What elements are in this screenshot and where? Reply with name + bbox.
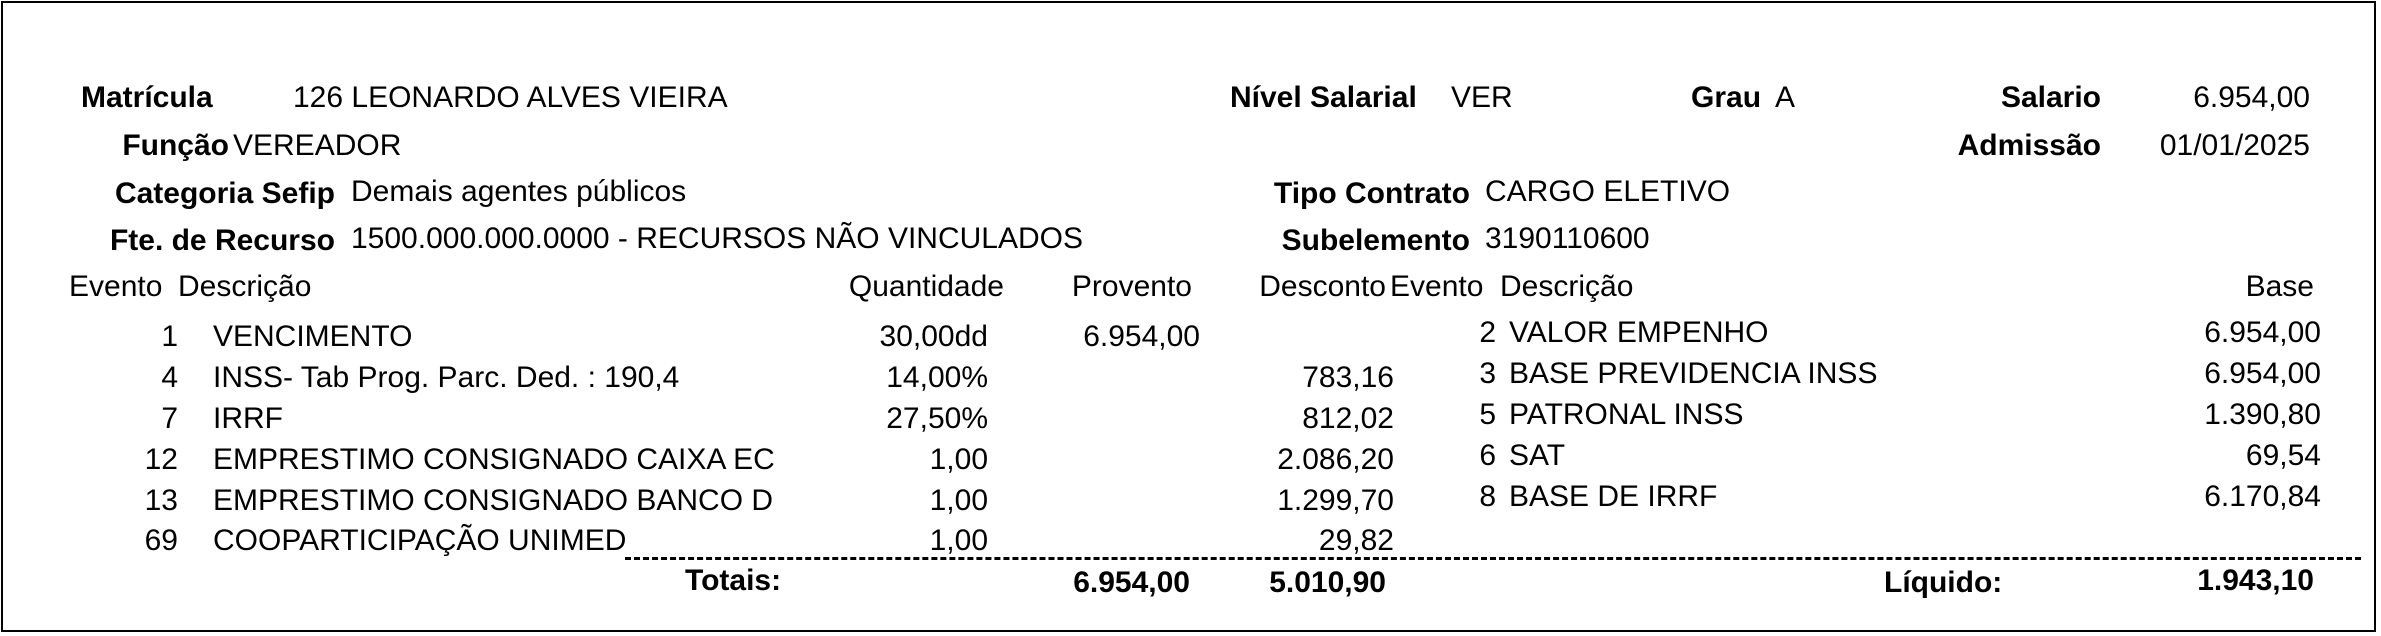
row-descricao: PATRONAL INSS	[1509, 398, 1744, 431]
salario-value: 6.954,00	[2193, 81, 2310, 114]
row-evento: 7	[161, 402, 178, 435]
fonte-recurso-value: 1500.000.000.0000 - RECURSOS NÃO VINCULADOS	[351, 222, 1083, 255]
row-descricao: IRRF	[213, 402, 283, 435]
row-quantidade: 14,00%	[886, 361, 988, 394]
row-descricao: EMPRESTIMO CONSIGNADO BANCO D	[213, 484, 774, 517]
row-quantidade: 1,00	[929, 484, 988, 517]
row-base: 6.954,00	[2204, 316, 2321, 349]
row-desconto: 29,82	[1318, 524, 1394, 557]
row-descricao: COOPARTICIPAÇÃO UNIMED	[213, 524, 627, 557]
admissao-value: 01/01/2025	[2159, 129, 2310, 162]
row-evento: 8	[1479, 480, 1496, 513]
funcao-label: Função	[122, 129, 229, 162]
row-descricao: BASE DE IRRF	[1509, 480, 1718, 513]
row-quantidade: 1,00	[929, 524, 988, 557]
row-quantidade: 27,50%	[886, 402, 988, 435]
payslip-frame	[1, 1, 2376, 632]
row-quantidade: 1,00	[929, 443, 988, 476]
row-desconto: 812,02	[1302, 402, 1394, 435]
row-evento: 2	[1479, 316, 1496, 349]
row-evento: 4	[161, 361, 178, 394]
left-header-desconto: Desconto	[1259, 270, 1386, 303]
right-header-descricao: Descrição	[1500, 270, 1634, 303]
row-descricao: EMPRESTIMO CONSIGNADO CAIXA EC	[213, 443, 775, 476]
left-header-provento: Provento	[1071, 270, 1192, 303]
row-desconto: 2.086,20	[1277, 443, 1394, 476]
grau-label: Grau	[1691, 81, 1762, 114]
tipo-contrato-label: Tipo Contrato	[1273, 177, 1470, 210]
nivel-salarial-label: Nível Salarial	[1230, 81, 1417, 114]
grau-value: A	[1775, 81, 1796, 114]
row-evento: 6	[1479, 439, 1496, 472]
row-descricao: VALOR EMPENHO	[1509, 316, 1769, 349]
left-header-descricao: Descrição	[178, 270, 312, 303]
row-base: 1.390,80	[2204, 398, 2321, 431]
left-header-evento: Evento	[69, 270, 163, 303]
row-descricao: INSS- Tab Prog. Parc. Ded. : 190,4	[213, 361, 680, 394]
row-descricao: VENCIMENTO	[213, 320, 413, 353]
row-descricao: SAT	[1509, 439, 1566, 472]
row-descricao: BASE PREVIDENCIA INSS	[1509, 357, 1878, 390]
row-evento: 3	[1479, 357, 1496, 390]
row-evento: 12	[144, 443, 178, 476]
row-base: 69,54	[2245, 439, 2321, 472]
subelemento-value: 3190110600	[1485, 222, 1650, 255]
row-evento: 1	[161, 320, 178, 353]
totals-provento: 6.954,00	[1073, 566, 1190, 599]
row-base: 6.170,84	[2204, 480, 2321, 513]
right-header-base: Base	[2245, 270, 2314, 303]
row-base: 6.954,00	[2204, 357, 2321, 390]
row-provento: 6.954,00	[1083, 320, 1200, 353]
categoria-sefip-value: Demais agentes públicos	[351, 175, 687, 208]
left-header-quantidade: Quantidade	[848, 270, 1004, 303]
row-evento: 13	[144, 484, 178, 517]
row-quantidade: 30,00dd	[879, 320, 988, 353]
row-desconto: 783,16	[1302, 361, 1394, 394]
row-desconto: 1.299,70	[1277, 484, 1394, 517]
categoria-sefip-label: Categoria Sefip	[114, 177, 335, 210]
matricula-label: Matrícula	[81, 81, 213, 114]
liquido-value: 1.943,10	[2197, 564, 2314, 597]
row-evento: 5	[1479, 398, 1496, 431]
nivel-salarial-value: VER	[1451, 81, 1513, 114]
totals-desconto: 5.010,90	[1269, 566, 1386, 599]
row-evento: 69	[144, 524, 178, 557]
subelemento-label: Subelemento	[1281, 224, 1470, 257]
totals-label: Totais:	[685, 564, 782, 597]
matricula-value: 126 LEONARDO ALVES VIEIRA	[293, 81, 728, 114]
totals-separator	[625, 557, 2361, 560]
tipo-contrato-value: CARGO ELETIVO	[1485, 175, 1731, 208]
salario-label: Salario	[2000, 81, 2101, 114]
funcao-value: VEREADOR	[233, 129, 402, 162]
admissao-label: Admissão	[1957, 129, 2101, 162]
right-header-evento: Evento	[1390, 270, 1484, 303]
fonte-recurso-label: Fte. de Recurso	[109, 224, 335, 257]
liquido-label: Líquido:	[1884, 566, 2003, 599]
